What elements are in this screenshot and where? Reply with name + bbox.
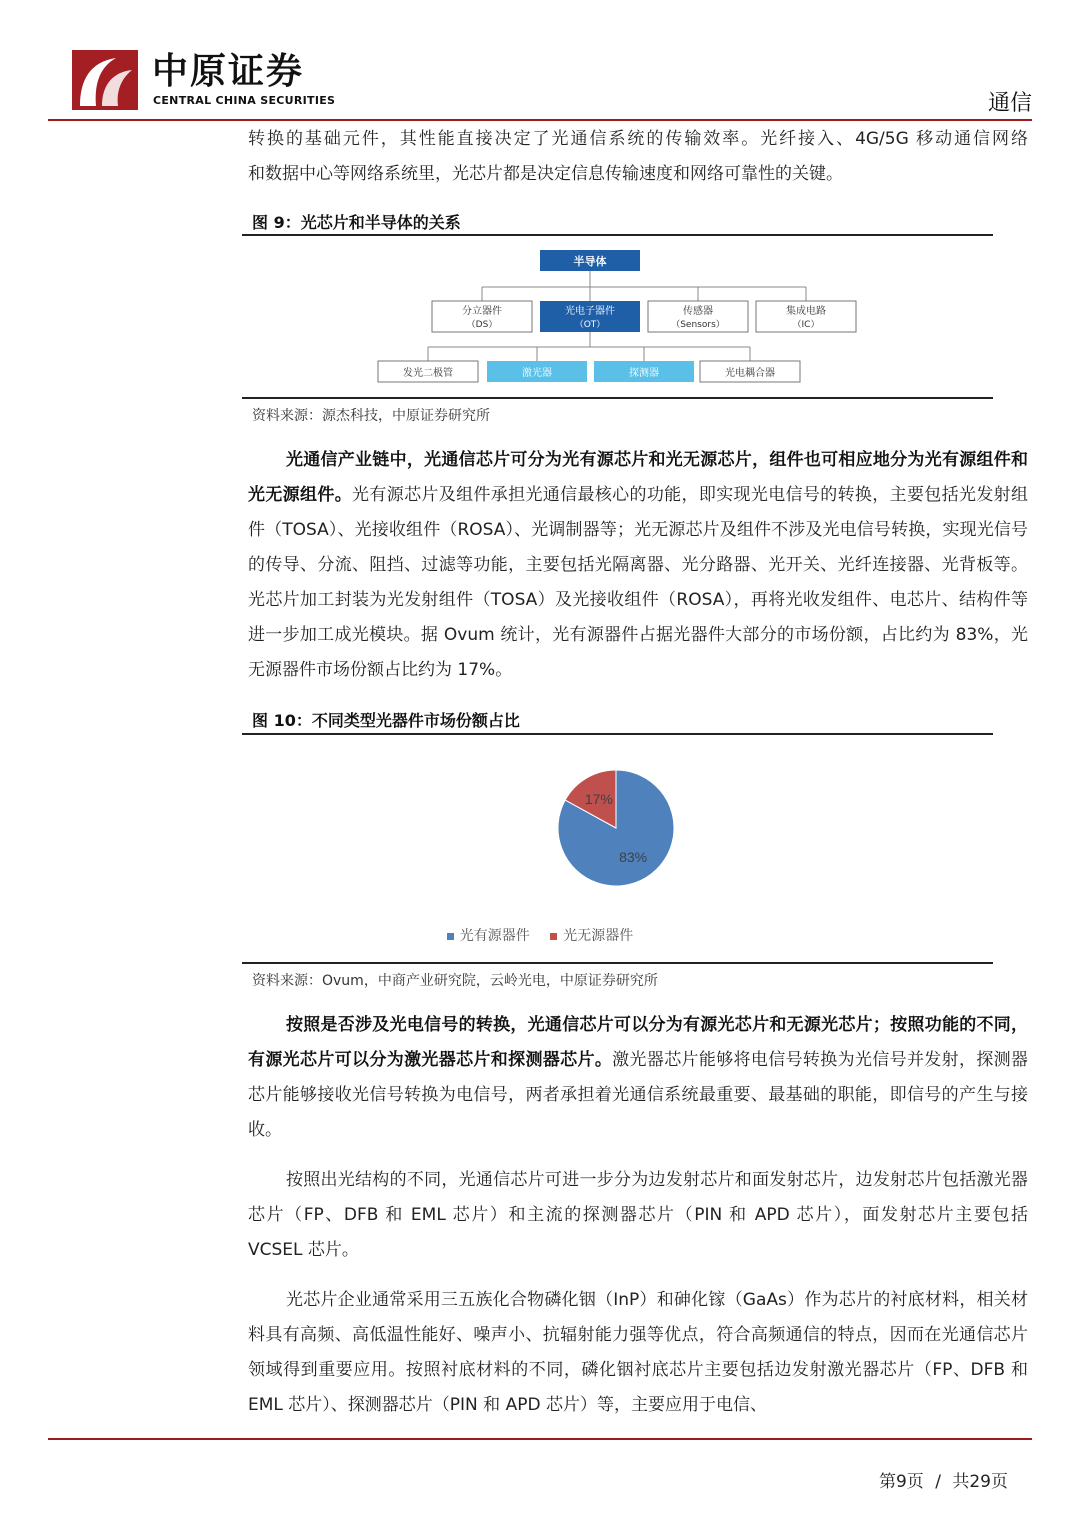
node-laser-label: 激光器 — [522, 368, 552, 379]
paragraph-2-bold: 按照是否涉及光电信号的转换，光通信芯片可以分为有源光芯片和无源光芯片；按照功能的不同，有源光芯片可以分为激光器芯片和探测器芯片。 — [248, 1015, 1028, 1070]
figure9-title: 图 9：光芯片和半导体的关系 — [252, 213, 461, 232]
paragraph-3: 按照出光结构的不同，光通信芯片可进一步分为边发射芯片和面发射芯片，边发射芯片包括激光器芯片（FP、DFB 和 EML 芯片）和主流的探测器芯片（PIN 和 APD 芯片），面发射芯片主要包括 VCSEL 芯片。 — [248, 1170, 1028, 1260]
page-total: 共29页 — [952, 1472, 1008, 1492]
node-led-label: 发光二极管 — [403, 368, 453, 379]
page-separator: / — [935, 1472, 941, 1492]
pie-chart — [540, 755, 700, 905]
paragraph-1 — [248, 443, 1028, 688]
footer-rule — [48, 1438, 1032, 1440]
slice-passive-label: 17% — [584, 791, 613, 808]
figure10-title: 图 10：不同类型光器件市场份额占比 — [252, 711, 520, 730]
legend-label-passive: 光无源器件 — [563, 928, 634, 944]
intro-line-1: 转换的基础元件，其性能直接决定了光通信系统的传输效率。光纤接入、4G/5G 移动通信网络 — [248, 129, 1028, 149]
node-sensors-sub: （Sensors） — [671, 320, 725, 330]
node-sensors-label: 传感器 — [683, 306, 713, 317]
section-title: 通信 — [987, 91, 1032, 116]
paragraph-4: 光芯片企业通常采用三五族化合物磷化铟（InP）和砷化镓（GaAs）作为芯片的衬底材料，相关材料具有高频、高低温性能好、噪声小、抗辐射能力强等优点，符合高频通信的特点，因而在光通信芯片领域得到重要应用。按照衬底材料的不同，磷化铟衬底芯片主要包括边发射激光器芯片（FP、DFB 和 EML 芯片）、探测器芯片（PIN 和 APD 芯片）等，主要应用于电信、 — [248, 1290, 1028, 1415]
legend-label-active: 光有源器件 — [459, 928, 530, 944]
legend-swatch-passive — [550, 933, 557, 940]
figure9-bottom-rule — [242, 397, 993, 399]
node-coupler-label: 光电耦合器 — [725, 368, 775, 379]
node-ic-label: 集成电路 — [786, 306, 826, 317]
paragraph-1-text: 光有源芯片及组件承担光通信最核心的功能，即实现光电信号的转换，主要包括光发射组件（TOSA）、光接收组件（ROSA）、光调制器等；光无源芯片及组件不涉及光电信号转换，实现光信号的传导、分流、阻挡、过滤等功能，主要包括光隔离器、光分路器、光开关、光纤连接器、光背板等。光芯片加工封装为光发射组件（TOSA）及光接收组件（ROSA），再将光收发组件、电芯片、结构件等进一步加工成光模块。据 Ovum 统计，光有源器件占据光器件大部分的市场份额，占比约为 83%，光无源器件市场份额占比约为 17%。 — [248, 485, 1028, 680]
node-detector-label: 探测器 — [629, 368, 659, 379]
header-rule — [48, 119, 1032, 121]
node-ot-sub: （OT） — [574, 320, 606, 330]
node-ic-sub: （IC） — [792, 320, 820, 330]
brand-name-en: CENTRAL CHINA SECURITIES — [153, 94, 336, 107]
figure10-source: 资料来源：Ovum，中商产业研究院，云岭光电，中原证券研究所 — [252, 973, 658, 989]
node-ot-label: 光电子器件 — [565, 306, 615, 317]
pie-legend — [0, 925, 1080, 945]
node-root-label: 半导体 — [573, 255, 607, 268]
figure10-bottom-rule — [242, 962, 993, 964]
paragraph-1-bold: 光通信产业链中，光通信芯片可分为光有源芯片和光无源芯片，组件也可相应地分为光有源组件和光无源组件。 — [248, 450, 1028, 505]
paragraph-2 — [248, 1008, 1028, 1148]
legend-swatch-active — [447, 933, 454, 940]
legend-item-passive — [550, 925, 633, 945]
page-footer — [879, 1467, 1008, 1492]
hierarchy-diagram — [370, 248, 870, 388]
page-number: 第9页 — [878, 1472, 924, 1492]
legend-item-active — [447, 925, 530, 945]
node-ds-sub: （DS） — [466, 320, 498, 330]
paragraph-2-text: 激光器芯片能够将电信号转换为光信号并发射，探测器芯片能够接收光信号转换为电信号，两者承担着光通信系统最重要、最基础的职能，即信号的产生与接收。 — [248, 1050, 1029, 1140]
figure9-source: 资料来源：源杰科技，中原证券研究所 — [252, 408, 490, 424]
intro-line-2: 和数据中心等网络系统里，光芯片都是决定信息传输速度和网络可靠性的关键。 — [248, 164, 843, 184]
node-ds-label: 分立器件 — [462, 306, 502, 317]
figure10-top-rule — [242, 733, 993, 735]
company-logo — [72, 50, 138, 110]
slice-active-label: 83% — [619, 848, 648, 865]
brand-name-cn: 中原证券 — [152, 51, 305, 92]
intro-paragraph — [248, 122, 1028, 192]
figure9-top-rule — [242, 234, 993, 236]
